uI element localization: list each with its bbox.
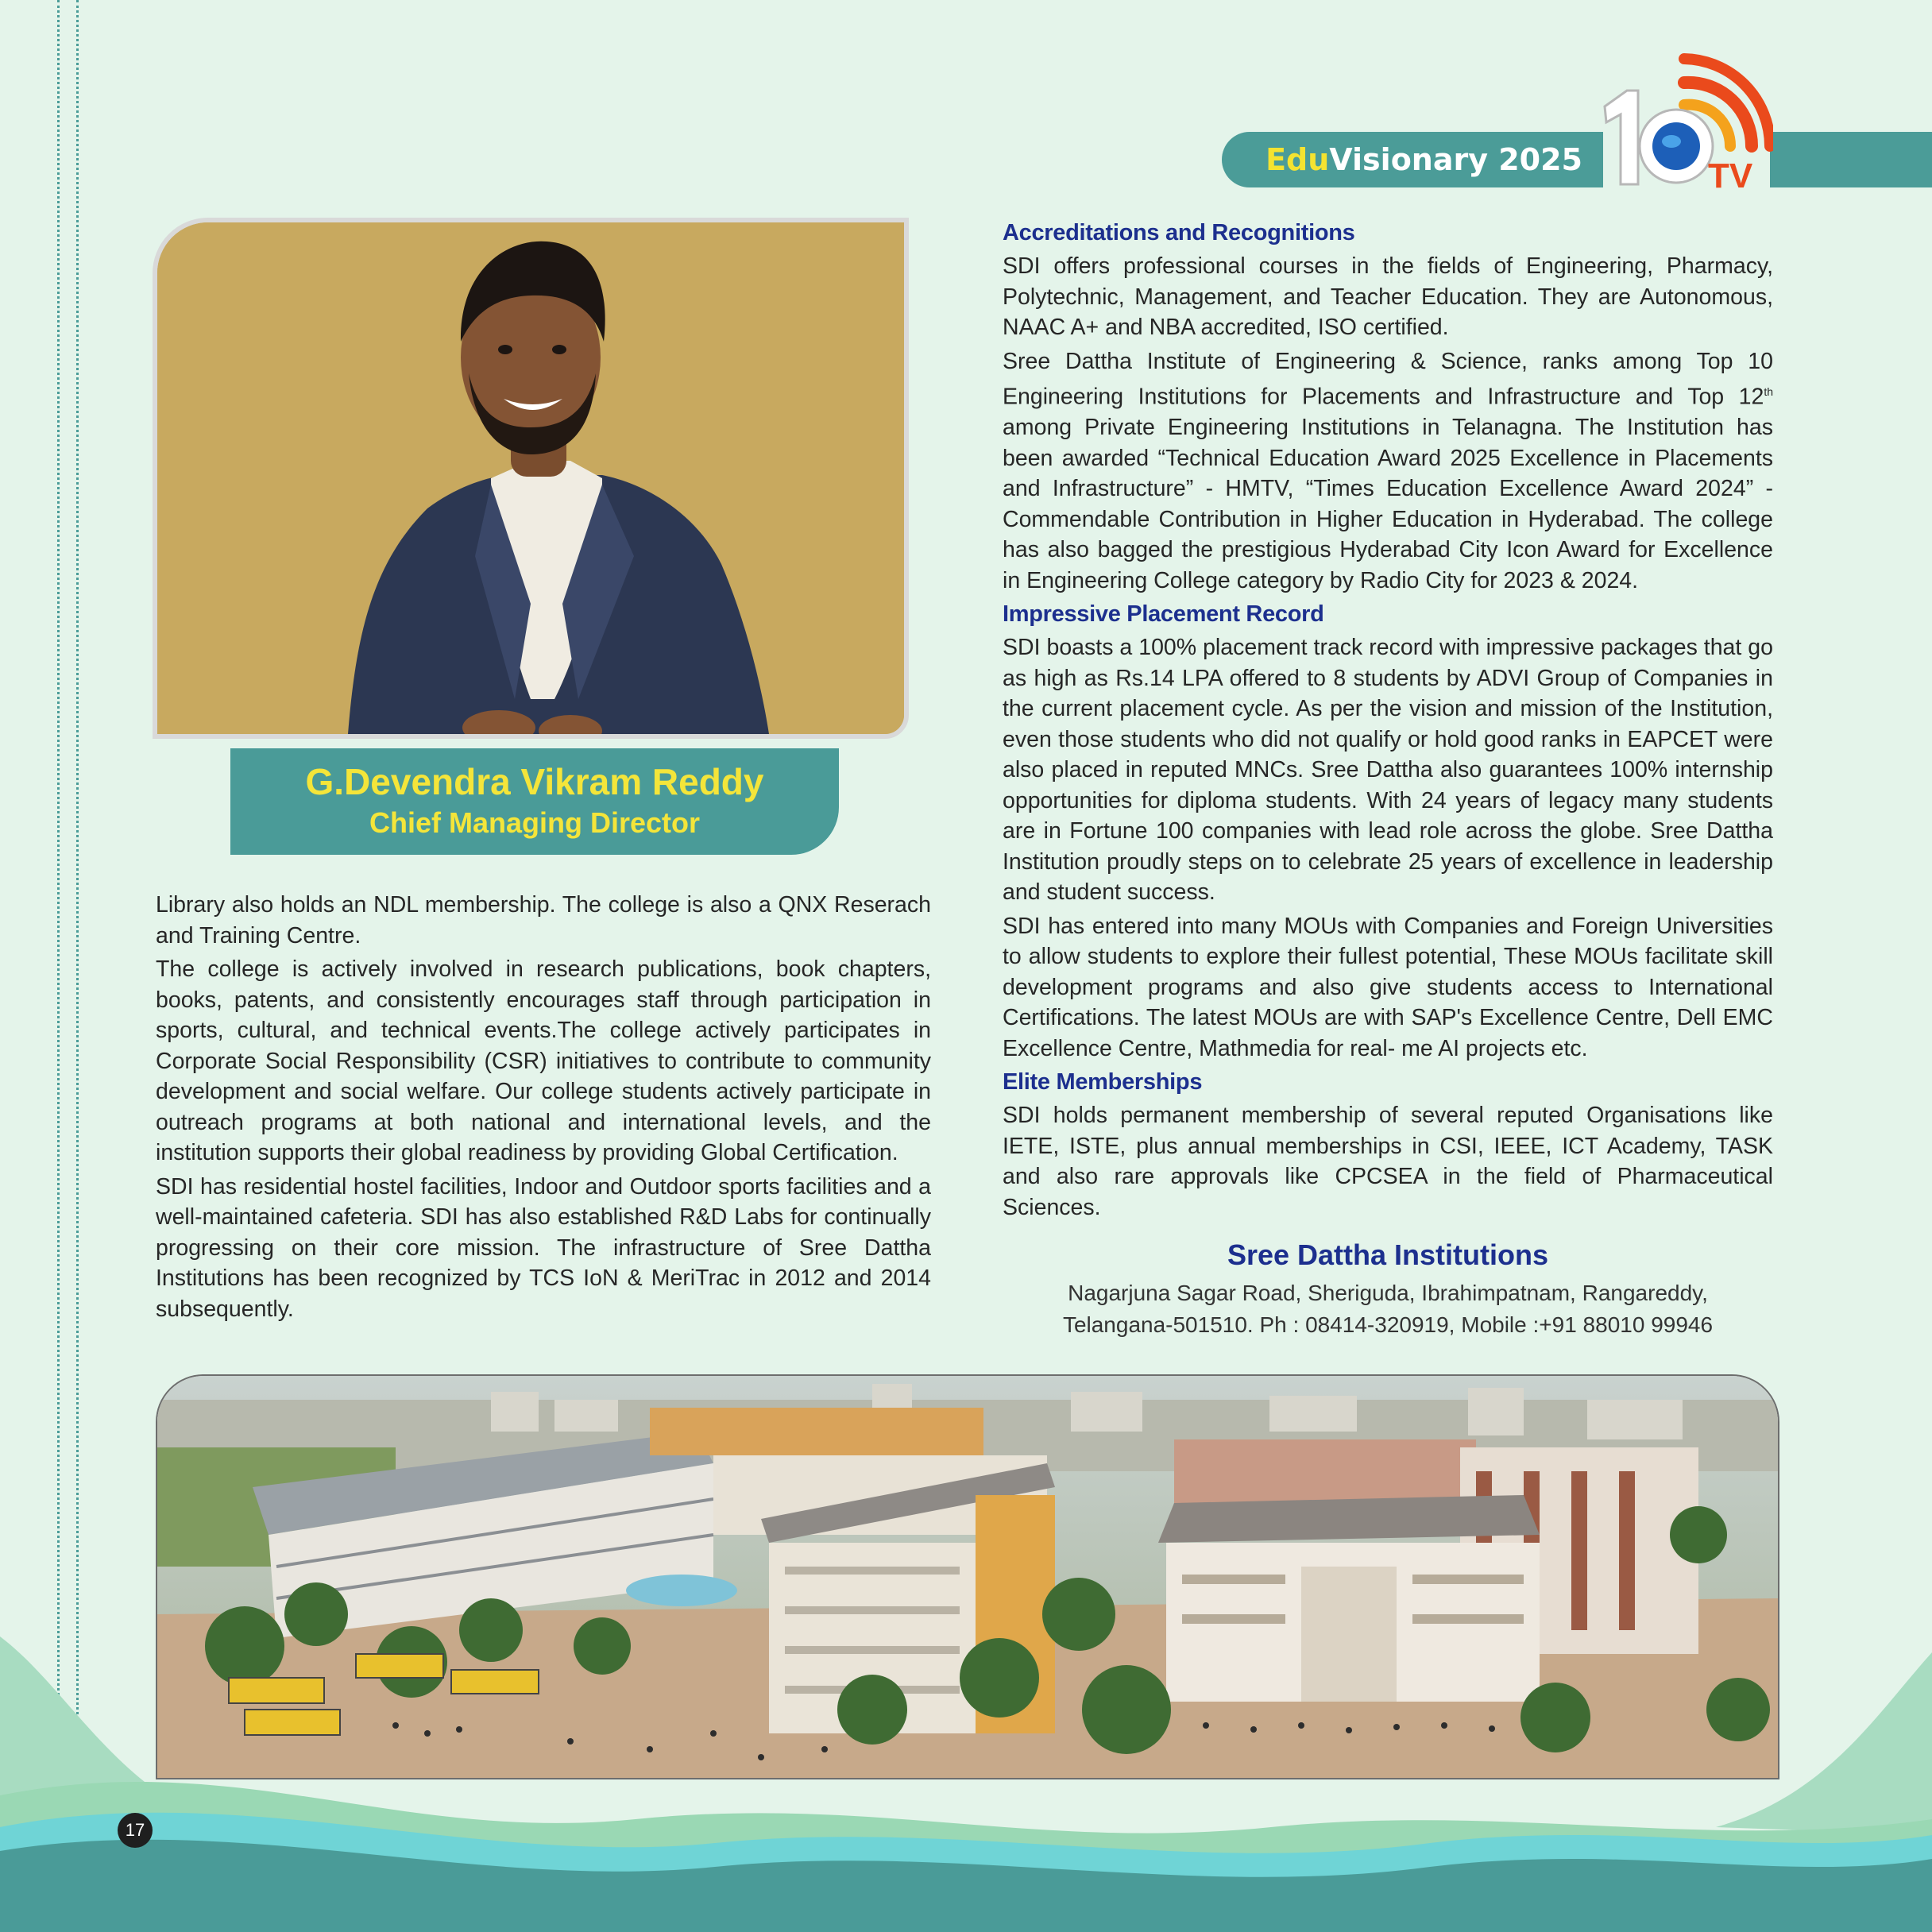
right-column (1003, 218, 1773, 1226)
accreditations-heading: Accreditations and Recognitions (1003, 220, 1355, 245)
margin-rule (57, 0, 60, 1772)
brand-pill (1222, 132, 1603, 187)
tv-channel-logo (1589, 51, 1773, 194)
footer-waves (0, 1589, 1932, 1932)
placement-paragraph-1: SDI boasts a 100% placement track record with impressive packages that go as high as Rs.14 LPA offered to 8 students by ADVI Group of Companies in the current placement cycle. As per the vision and mission of the Institution, even those students who did not qualify or hold good ranks in EAPCET were also placed in reputed MNCs. Sree Dattha also guarantees 100% internship opportunities for diploma students. With 24 years of legacy many students are in Fortune 100 companies with lead role across the globe. Sree Dattha Institution proudly steps on to celebrate 25 years of excellence in leadership and student success. (1003, 635, 1773, 905)
director-role: Chief Managing Director (369, 806, 701, 839)
svg-text:TV: TV (1708, 156, 1753, 194)
accreditations-p2-end: among Private Engineering Institutions in Telanagna. The Institution has been awarded “Technical Education Award 2025 Excellence in Placements and Infrastructure” - HMTV, “Times Education Excellence Award 2024” - Commendable Contribution in Higher Education in Hyderabad. The college has also bagged the prestigious Hyderabad City Icon Award for Excellence in Engineering College category by Radio City for 2023 & 2024. (1003, 415, 1773, 593)
brand-suffix: Visionary 2025 (1329, 142, 1582, 177)
left-paragraph-1: Library also holds an NDL membership. The college is also a QNX Reserach and Training Centre. (156, 892, 931, 949)
ordinal-suffix: th (1764, 385, 1773, 398)
institution-name: Sree Dattha Institutions (1227, 1238, 1549, 1271)
institution-address-line2: Telangana-501510. Ph : 08414-320919, Mobile :+91 88010 99946 (1062, 1312, 1714, 1337)
brand-tail (1770, 132, 1932, 187)
memberships-heading: Elite Memberships (1003, 1069, 1203, 1095)
name-tab (230, 748, 839, 855)
institution-address-line1: Nagarjuna Sagar Road, Sheriguda, Ibrahimpatnam, Rangareddy, (1068, 1281, 1708, 1305)
director-portrait (153, 218, 909, 739)
margin-rule-inner (76, 0, 79, 1772)
placement-paragraph-2: SDI has entered into many MOUs with Companies and Foreign Universities to allow students to explore their fullest potential, These MOUs facilitate skill development programs and also give students access to International Certifications. The latest MOUs are with SAP's Excellence Centre, Dell EMC Excellence Centre, Mathmedia for real- me AI projects etc. (1003, 913, 1773, 1061)
brand-prefix: Edu (1265, 142, 1330, 177)
left-paragraph-2: The college is actively involved in research publications, book chapters, books, patents, and consistently encourages staff through participation in sports, cultural, and technical events.The college actively participates in Corporate Social Responsibility (CSR) initiatives to contribute to community development and social welfare. Our college students actively participate in outreach programs at both national and international levels, and the institution supports their global readiness by providing Global Certification. (156, 956, 931, 1165)
accreditations-paragraph-2 (1003, 346, 1773, 597)
memberships-paragraph-1: SDI holds permanent membership of several reputed Organisations like IETE, ISTE, plus annual memberships in CSI, IEEE, ICT Academy, TASK and also rare approvals like CPCSEA in the field of Pharmaceutical Sciences. (1003, 1103, 1773, 1220)
director-name: G.Devendra Vikram Reddy (305, 761, 764, 802)
page-number: 17 (118, 1813, 153, 1848)
portrait-illustration (157, 222, 904, 734)
placement-heading: Impressive Placement Record (1003, 601, 1324, 627)
left-column (156, 890, 931, 1327)
accreditations-p2-start: Sree Dattha Institute of Engineering & Science, ranks among Top 10 Engineering Institutions for Placements and Infrastructure and Top 12 (1003, 348, 1773, 410)
accreditations-paragraph-1: SDI offers professional courses in the fields of Engineering, Pharmacy, Polytechnic, Management, and Teacher Education. They are Autonomous, NAAC A+ and NBA accredited, ISO certified. (1003, 253, 1773, 340)
institution-block (1003, 1233, 1773, 1341)
left-paragraph-3: SDI has residential hostel facilities, Indoor and Outdoor sports facilities and a well-maintained cafeteria. SDI has also established R&D Labs for continually progressing on their core mission. The infrastructure of Sree Dattha Institutions has been recognized by TCS IoN & MeriTrac in 2012 and 2014 subsequently. (156, 1173, 931, 1322)
brand-bar (1222, 132, 1932, 187)
